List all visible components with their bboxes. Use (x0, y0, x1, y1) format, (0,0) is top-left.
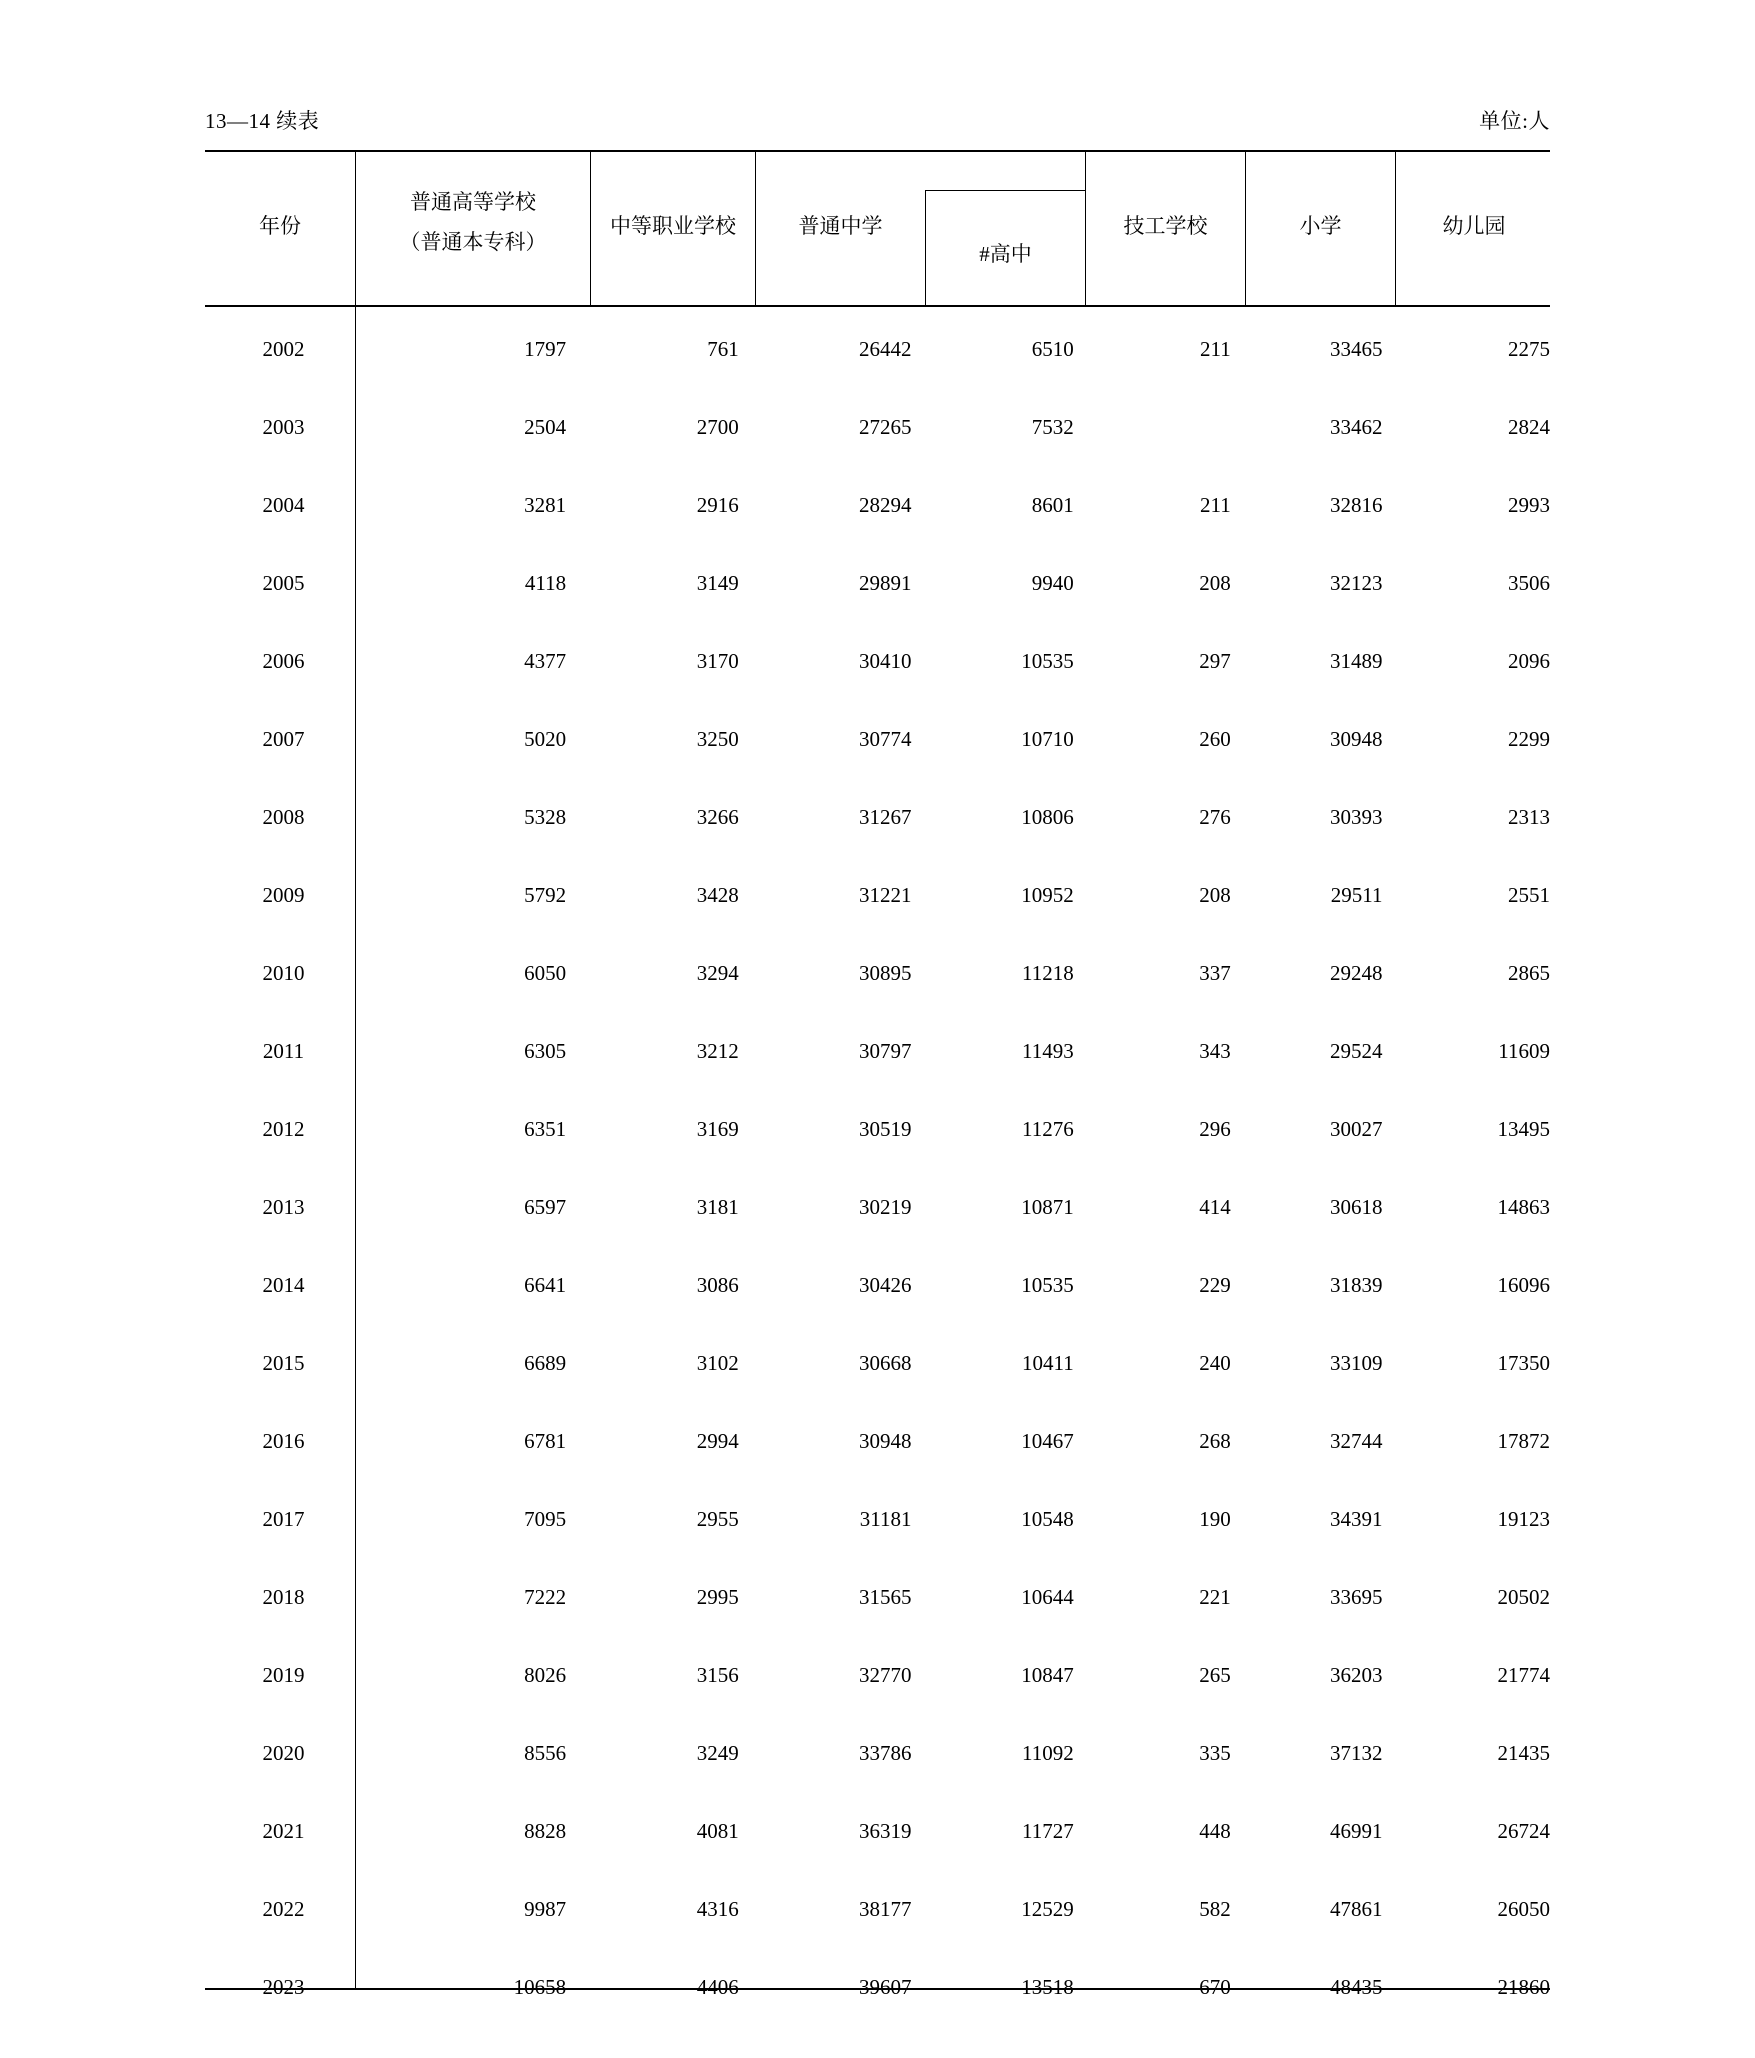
cell-vocational: 4316 (696, 1896, 739, 1921)
column-header-kindergarten: 幼儿园 (1442, 214, 1506, 238)
cell-highschool: 10952 (1021, 882, 1074, 907)
cell-middle: 33786 (859, 1740, 912, 1765)
cell-middle: 39607 (859, 1974, 912, 1999)
cell-technical: 240 (1199, 1350, 1231, 1375)
cell-primary: 33465 (1330, 336, 1383, 361)
table-row (205, 1402, 1550, 1480)
cell-technical: 221 (1199, 1584, 1231, 1609)
cell-highschool: 10806 (1021, 804, 1074, 829)
unit-label: 单位:人 (1479, 109, 1550, 133)
cell-kindergarten: 14863 (1497, 1194, 1550, 1219)
column-header-vocational: 中等职业学校 (610, 214, 736, 238)
table-row (205, 1324, 1550, 1402)
col-divider-4 (1085, 150, 1086, 305)
cell-college: 6050 (524, 960, 567, 985)
cell-year: 2021 (262, 1818, 305, 1843)
cell-technical: 208 (1199, 570, 1231, 595)
cell-highschool: 10847 (1021, 1662, 1074, 1687)
cell-vocational: 3149 (696, 570, 739, 595)
cell-college: 5020 (524, 726, 567, 751)
cell-primary: 47861 (1330, 1896, 1383, 1921)
cell-kindergarten: 2096 (1508, 648, 1550, 673)
cell-vocational: 3250 (696, 726, 739, 751)
column-header-primary: 小学 (1299, 214, 1342, 238)
cell-kindergarten: 2865 (1508, 960, 1550, 985)
table-row (205, 622, 1550, 700)
cell-highschool: 6510 (1031, 336, 1074, 361)
cell-college: 3281 (524, 492, 567, 517)
cell-middle: 31181 (859, 1506, 912, 1531)
cell-vocational: 3086 (696, 1272, 739, 1297)
cell-kindergarten: 26724 (1497, 1818, 1550, 1843)
cell-kindergarten: 11609 (1498, 1038, 1550, 1063)
cell-middle: 30797 (859, 1038, 912, 1063)
cell-primary: 36203 (1330, 1662, 1383, 1687)
cell-kindergarten: 13495 (1497, 1116, 1550, 1141)
cell-vocational: 3181 (696, 1194, 739, 1219)
cell-year: 2002 (262, 336, 305, 361)
cell-kindergarten: 26050 (1497, 1896, 1550, 1921)
cell-primary: 34391 (1330, 1506, 1383, 1531)
table-row (205, 1714, 1550, 1792)
cell-college: 5328 (524, 804, 567, 829)
table-number: 13—14 续表 (205, 109, 320, 133)
cell-middle: 31267 (859, 804, 912, 829)
cell-vocational: 3170 (696, 648, 739, 673)
cell-primary: 37132 (1330, 1740, 1383, 1765)
cell-vocational: 3102 (696, 1350, 739, 1375)
cell-year: 2004 (262, 492, 305, 517)
cell-technical: 337 (1199, 960, 1231, 985)
column-header-college-line2: （普通本专科） (399, 230, 547, 254)
cell-year: 2018 (262, 1584, 305, 1609)
table-row (205, 1558, 1550, 1636)
cell-technical: 211 (1200, 336, 1231, 361)
cell-primary: 31489 (1330, 648, 1383, 673)
cell-middle: 36319 (859, 1818, 912, 1843)
table-row (205, 544, 1550, 622)
cell-primary: 32744 (1330, 1428, 1383, 1453)
cell-middle: 31565 (859, 1584, 912, 1609)
col-divider-6 (1395, 150, 1396, 305)
cell-primary: 33462 (1330, 414, 1383, 439)
cell-highschool: 10411 (1022, 1350, 1074, 1375)
cell-highschool: 10710 (1021, 726, 1074, 751)
cell-year: 2016 (262, 1428, 305, 1453)
cell-kindergarten: 19123 (1497, 1506, 1550, 1531)
table-row (205, 778, 1550, 856)
table-row (205, 1948, 1550, 2026)
cell-college: 6305 (524, 1038, 567, 1063)
cell-college: 6781 (524, 1428, 567, 1453)
cell-primary: 30948 (1330, 726, 1383, 751)
cell-technical: 296 (1199, 1116, 1231, 1141)
cell-technical: 229 (1199, 1272, 1231, 1297)
cell-technical (1074, 388, 1231, 466)
cell-middle: 30219 (859, 1194, 912, 1219)
table-top-rule (205, 150, 1550, 152)
cell-primary: 30027 (1330, 1116, 1383, 1141)
cell-college: 10658 (513, 1974, 567, 1999)
col-divider-1 (590, 150, 591, 305)
table-row (205, 700, 1550, 778)
cell-vocational: 3169 (696, 1116, 739, 1141)
cell-highschool: 11727 (1022, 1818, 1074, 1843)
cell-primary: 33695 (1330, 1584, 1383, 1609)
cell-year: 2017 (262, 1506, 305, 1531)
cell-technical: 260 (1199, 726, 1231, 751)
cell-technical: 343 (1199, 1038, 1231, 1063)
col-divider-3 (925, 190, 926, 305)
cell-technical: 190 (1199, 1506, 1231, 1531)
cell-primary: 33109 (1330, 1350, 1383, 1375)
cell-middle: 30519 (859, 1116, 912, 1141)
cell-primary: 48435 (1330, 1974, 1383, 1999)
cell-technical: 268 (1199, 1428, 1231, 1453)
cell-college: 4118 (524, 570, 567, 595)
cell-kindergarten: 21860 (1497, 1974, 1550, 1999)
table-row (205, 310, 1550, 388)
cell-middle: 32770 (859, 1662, 912, 1687)
page-header (205, 105, 1550, 135)
cell-primary: 31839 (1330, 1272, 1383, 1297)
cell-primary: 29524 (1330, 1038, 1383, 1063)
cell-highschool: 11276 (1022, 1116, 1074, 1141)
cell-college: 8828 (524, 1818, 567, 1843)
cell-year: 2013 (262, 1194, 305, 1219)
cell-kindergarten: 2299 (1508, 726, 1550, 751)
table-row (205, 388, 1550, 466)
cell-highschool: 7532 (1031, 414, 1074, 439)
table-header-rule (205, 305, 1550, 307)
cell-vocational: 3428 (696, 882, 739, 907)
col-divider-2 (755, 150, 756, 305)
cell-middle: 30410 (859, 648, 912, 673)
cell-technical: 670 (1199, 1974, 1231, 1999)
cell-highschool: 10871 (1021, 1194, 1074, 1219)
table-row (205, 1012, 1550, 1090)
cell-kindergarten: 2313 (1508, 804, 1550, 829)
cell-technical: 582 (1199, 1896, 1231, 1921)
cell-highschool: 12529 (1021, 1896, 1074, 1921)
cell-vocational: 3156 (696, 1662, 739, 1687)
cell-college: 6689 (524, 1350, 567, 1375)
cell-vocational: 2700 (696, 414, 739, 439)
cell-vocational: 3266 (696, 804, 739, 829)
cell-year: 2003 (262, 414, 305, 439)
cell-highschool: 11493 (1022, 1038, 1074, 1063)
cell-year: 2010 (262, 960, 305, 985)
cell-highschool: 10644 (1021, 1584, 1074, 1609)
cell-kindergarten: 16096 (1497, 1272, 1550, 1297)
cell-highschool: 10548 (1021, 1506, 1074, 1531)
cell-middle: 27265 (859, 414, 912, 439)
cell-technical: 208 (1199, 882, 1231, 907)
cell-middle: 30668 (859, 1350, 912, 1375)
cell-vocational: 4406 (696, 1974, 739, 1999)
table-body (205, 310, 1550, 2026)
cell-kindergarten: 2824 (1508, 414, 1550, 439)
cell-highschool: 8601 (1031, 492, 1074, 517)
column-header-college-line1: 普通高等学校 (410, 190, 536, 214)
cell-middle: 30895 (859, 960, 912, 985)
cell-college: 7095 (524, 1506, 567, 1531)
table-row (205, 466, 1550, 544)
column-header-technical: 技工学校 (1123, 214, 1208, 238)
cell-college: 8026 (524, 1662, 567, 1687)
cell-year: 2015 (262, 1350, 305, 1375)
cell-technical: 211 (1200, 492, 1231, 517)
cell-college: 2504 (524, 414, 567, 439)
cell-college: 1797 (524, 336, 567, 361)
cell-primary: 30393 (1330, 804, 1383, 829)
cell-year: 2020 (262, 1740, 305, 1765)
cell-highschool: 11092 (1022, 1740, 1074, 1765)
cell-college: 8556 (524, 1740, 567, 1765)
cell-kindergarten: 17872 (1497, 1428, 1550, 1453)
cell-technical: 335 (1199, 1740, 1231, 1765)
column-header-year: 年份 (259, 214, 301, 238)
cell-vocational: 3212 (696, 1038, 739, 1063)
cell-year: 2023 (262, 1974, 305, 1999)
cell-technical: 448 (1199, 1818, 1231, 1843)
cell-kindergarten: 21435 (1497, 1740, 1550, 1765)
cell-year: 2006 (262, 648, 305, 673)
data-table (205, 310, 1550, 2026)
cell-highschool: 10535 (1021, 648, 1074, 673)
cell-year: 2019 (262, 1662, 305, 1687)
cell-college: 7222 (524, 1584, 567, 1609)
cell-primary: 29248 (1330, 960, 1383, 985)
cell-middle: 28294 (859, 492, 912, 517)
cell-year: 2014 (262, 1272, 305, 1297)
cell-vocational: 2955 (696, 1506, 739, 1531)
cell-highschool: 11218 (1022, 960, 1074, 985)
cell-primary: 30618 (1330, 1194, 1383, 1219)
cell-vocational: 3249 (696, 1740, 739, 1765)
cell-kindergarten: 3506 (1508, 570, 1550, 595)
column-header-highschool: #高中 (979, 242, 1032, 266)
cell-year: 2008 (262, 804, 305, 829)
column-header-middle: 普通中学 (798, 214, 883, 238)
cell-college: 5792 (524, 882, 567, 907)
cell-highschool: 13518 (1021, 1974, 1074, 1999)
cell-vocational: 3294 (696, 960, 739, 985)
cell-vocational: 761 (707, 336, 739, 361)
cell-middle: 38177 (859, 1896, 912, 1921)
cell-primary: 32816 (1330, 492, 1383, 517)
cell-kindergarten: 2551 (1508, 882, 1550, 907)
table-row (205, 1246, 1550, 1324)
cell-technical: 414 (1199, 1194, 1231, 1219)
cell-year: 2011 (262, 1038, 305, 1063)
cell-college: 6641 (524, 1272, 567, 1297)
cell-highschool: 10535 (1021, 1272, 1074, 1297)
table-row (205, 1636, 1550, 1714)
cell-primary: 32123 (1330, 570, 1383, 595)
cell-middle: 30948 (859, 1428, 912, 1453)
cell-technical: 265 (1199, 1662, 1231, 1687)
cell-middle: 30774 (859, 726, 912, 751)
cell-middle: 26442 (859, 336, 912, 361)
cell-college: 4377 (524, 648, 567, 673)
cell-vocational: 2994 (696, 1428, 739, 1453)
cell-college: 6597 (524, 1194, 567, 1219)
cell-year: 2005 (262, 570, 305, 595)
cell-highschool: 9940 (1031, 570, 1074, 595)
cell-technical: 276 (1199, 804, 1231, 829)
table-row (205, 1168, 1550, 1246)
table-row (205, 1090, 1550, 1168)
cell-college: 9987 (524, 1896, 567, 1921)
col-divider-5 (1245, 150, 1246, 305)
cell-kindergarten: 17350 (1497, 1350, 1550, 1375)
cell-kindergarten: 2993 (1508, 492, 1550, 517)
cell-year: 2022 (262, 1896, 305, 1921)
cell-middle: 31221 (859, 882, 912, 907)
cell-vocational: 2995 (696, 1584, 739, 1609)
cell-year: 2009 (262, 882, 305, 907)
cell-college: 6351 (524, 1116, 567, 1141)
cell-kindergarten: 2275 (1508, 336, 1550, 361)
cell-technical: 297 (1199, 648, 1231, 673)
table-row (205, 934, 1550, 1012)
cell-year: 2012 (262, 1116, 305, 1141)
table-row (205, 1870, 1550, 1948)
cell-primary: 29511 (1330, 882, 1383, 907)
table-row (205, 1480, 1550, 1558)
cell-kindergarten: 21774 (1497, 1662, 1550, 1687)
cell-highschool: 10467 (1021, 1428, 1074, 1453)
cell-middle: 30426 (859, 1272, 912, 1297)
cell-year: 2007 (262, 726, 305, 751)
cell-middle: 29891 (859, 570, 912, 595)
cell-primary: 46991 (1330, 1818, 1383, 1843)
highschool-box-top (925, 190, 1085, 191)
table-row (205, 1792, 1550, 1870)
cell-vocational: 4081 (696, 1818, 739, 1843)
cell-vocational: 2916 (696, 492, 739, 517)
table-row (205, 856, 1550, 934)
cell-kindergarten: 20502 (1497, 1584, 1550, 1609)
